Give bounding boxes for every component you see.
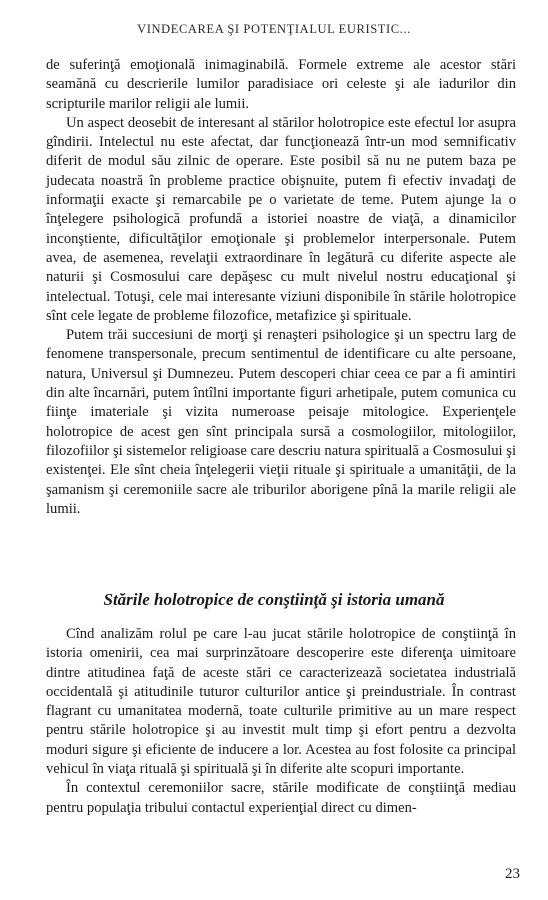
paragraph: de suferinţă emoţională inimaginabilă. Formele extreme ale acestor stări seamănă cu descrierile lumilor paradisiace ori celeste şi ale iadurilor din scripturile marilor religii ale lumii. [46, 57, 516, 112]
paragraph: Cînd analizăm rolul pe care l-au jucat stările holotropice de conştiinţă în istoria omenirii, cea mai surprinzătoare descoperire este diferenţa uimitoare dintre atitudinea faţă de aceste stări ce caracterizează societatea industrială occidentală şi atitudinile tuturor culturilor antice şi preindustriale. În contrast flagrant cu umanitatea modernă, toate culturile primitive au un mare respect pentru stările holotropice şi au investit mult timp şi efort pentru a dezvolta moduri sigure şi eficiente de inducere a lor. Acestea au fost folosite ca principal vehicul în viaţa rituală şi spirituală şi în diferite alte scopuri importante. [46, 626, 516, 778]
body-text-top [46, 56, 516, 519]
paragraph: Putem trăi succesiuni de morţi şi renaşteri psihologice şi un spectru larg de fenomene transpersonale, precum sentimentul de identificare cu alte persoane, natura, Universul şi Dumnezeu. Putem descoperi chiar ceea ce par a fi amintiri din alte încarnări, putem întîlni importante figuri arhetipale, putem comunica cu fiinţe imateriale şi vizita numeroase peisaje mitologice. Experienţele holotropice de acest gen sînt principala sursă a cosmologiilor, mitologiilor, filozofiilor şi sistemelor religioase care descriu natura spirituală a Cosmosului şi existenţei. Ele sînt cheia înţelegerii vieţii rituale şi spirituale a umanităţii, de la şamanism şi ceremoniile sacre ale triburilor aborigene pînă la marile religii ale lumii. [46, 327, 516, 517]
running-header: VINDECAREA ŞI POTENŢIALUL EURISTIC... [137, 22, 411, 36]
body-text-bottom [46, 625, 516, 818]
section-heading: Stările holotropice de conştiinţă şi istoria umană [103, 590, 445, 609]
page-number: 23 [505, 866, 520, 882]
paragraph: Un aspect deosebit de interesant al stărilor holotropice este efectul lor asupra gîndirii. Intelectul nu este afectat, dar funcţionează într-un mod semnificativ diferit de modul său zilnic de operare. Este posibil să nu ne putem baza pe judecata noastră în probleme practice obişnuite, putem fi efectiv invadaţi de informaţii exacte şi remarcabile pe o varietate de teme. Putem ajunge la o înţelegere psihologică profundă a istoriei noastre de viaţă, a dinamicilor inconştiente, dificultăţilor emoţionale şi problemelor interpersonale. Putem avea, de asemenea, revelaţii extraordinare în legătură cu diferite aspecte ale naturii şi Cosmosului care depăşesc cu mult nivelul nostru educaţional şi intelectual. Totuşi, cele mai interesante viziuni disponibile în stările holotropice sînt cele legate de probleme filozofice, metafizice şi spirituale. [46, 114, 516, 324]
paragraph: În contextul ceremoniilor sacre, stările modificate de conştiinţă mediau pentru populaţia tribului contactul experienţial direct cu dimen- [46, 780, 516, 816]
